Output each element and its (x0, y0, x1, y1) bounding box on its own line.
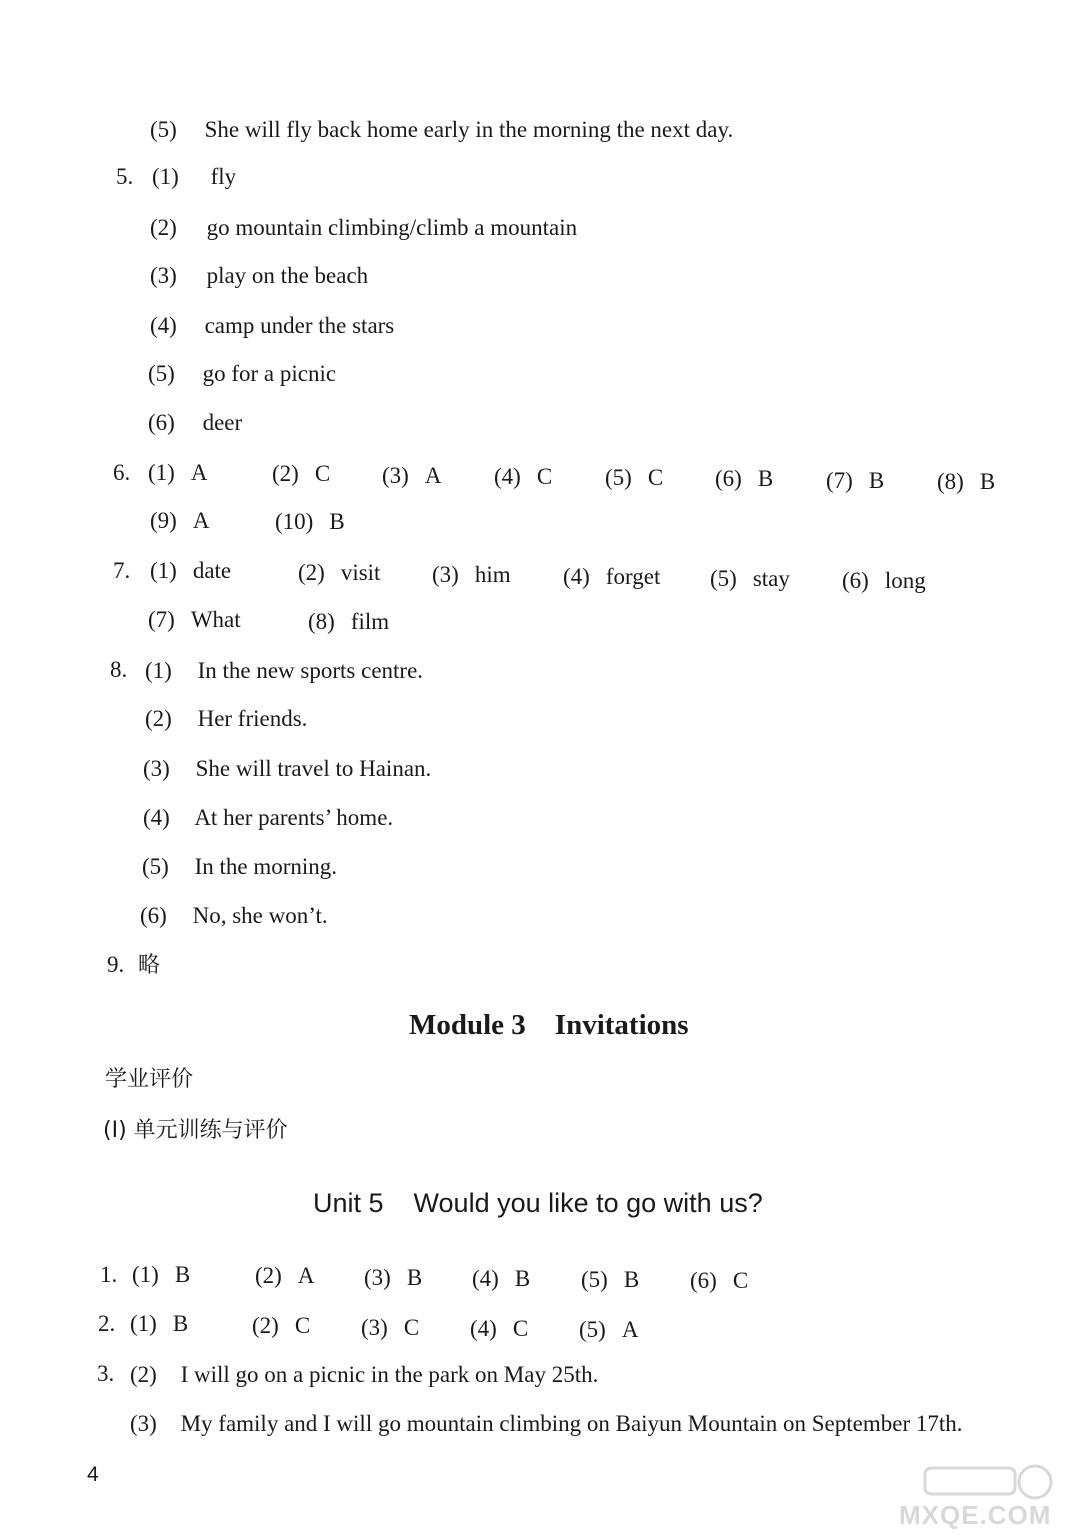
answer-pair (470, 1315, 528, 1343)
answer-line (107, 951, 160, 980)
item-answer: B (868, 468, 885, 493)
item-label: (1) (152, 164, 179, 189)
section-heading: 学业评价 (105, 1067, 194, 1092)
answer-pair (252, 1312, 310, 1340)
item-answer: film (350, 609, 390, 634)
item-answer: B (174, 1262, 191, 1287)
item-label: (4) (563, 564, 590, 589)
answer-pair (150, 507, 209, 535)
item-text: play on the beach (206, 263, 369, 288)
answer-pair (710, 565, 790, 593)
answer-pair (150, 557, 231, 585)
item-answer: C (647, 465, 664, 490)
item-answer: A (424, 463, 442, 488)
item-label: (5) (148, 361, 175, 386)
item-answer: B (979, 469, 996, 494)
item-label: (3) (364, 1265, 391, 1290)
item-answer: B (329, 509, 345, 534)
item-answer: forget (605, 564, 661, 589)
item-label: (6) (715, 466, 742, 491)
item-text: deer (202, 410, 243, 435)
item-label: (5) (579, 1317, 606, 1342)
item-text: 略 (138, 953, 161, 978)
answer-line (145, 705, 307, 733)
item-label: (3) (143, 756, 170, 781)
item-answer: C (403, 1315, 420, 1340)
item-label: (1) (150, 558, 177, 583)
item-label: (4) (494, 464, 521, 489)
item-answer: B (406, 1265, 423, 1290)
answer-pair (130, 1310, 188, 1338)
item-label: (1) (132, 1262, 159, 1287)
answer-line (150, 312, 394, 340)
module-title: Module 3 Invitations (409, 1009, 689, 1041)
item-label: (4) (472, 1266, 499, 1291)
answer-pair (472, 1265, 530, 1293)
answer-pair (148, 606, 241, 634)
item-text: fly (210, 164, 237, 189)
item-answer: stay (752, 566, 790, 591)
item-answer: visit (340, 560, 381, 585)
unit-title: Unit 5 Would you like to go with us? (313, 1188, 763, 1218)
item-answer: C (732, 1268, 749, 1293)
watermark-logo (885, 1462, 1075, 1532)
question-6-number: 6. (113, 460, 131, 485)
question-5-number: 5. (116, 164, 134, 189)
item-answer: him (474, 562, 511, 587)
item-label: (5) (581, 1267, 608, 1292)
item-label: (8) (937, 469, 964, 494)
answer-pair (494, 463, 552, 491)
item-text: go for a picnic (202, 361, 337, 386)
answer-pair (581, 1266, 639, 1294)
answer-pair (563, 563, 660, 591)
item-answer: C (512, 1316, 529, 1341)
item-answer: C (314, 461, 331, 486)
item-text: She will fly back home early in the morning the next day. (204, 117, 734, 142)
answer-pair (255, 1262, 314, 1290)
item-text: I will go on a picnic in the park on May 25th. (180, 1362, 599, 1387)
item-label: (4) (470, 1316, 497, 1341)
item-label: (2) (252, 1313, 279, 1338)
item-label: (6) (148, 410, 175, 435)
answer-line (130, 1410, 963, 1438)
item-text: No, she won’t. (192, 903, 328, 928)
answer-pair (364, 1264, 422, 1292)
item-label: (1) (130, 1311, 157, 1336)
answer-pair (382, 462, 441, 490)
answer-line (148, 409, 242, 437)
item-answer: date (192, 558, 232, 583)
item-label: (2) (272, 461, 299, 486)
item-text: camp under the stars (204, 313, 395, 338)
answer-line (148, 360, 336, 388)
answer-pair (826, 467, 884, 495)
item-text: Her friends. (197, 706, 308, 731)
item-label: (2) (298, 560, 325, 585)
item-answer: long (884, 568, 926, 593)
item-label: (2) (150, 215, 177, 240)
question-1-number: 1. (100, 1262, 118, 1287)
item-label: (9) (150, 508, 177, 533)
item-answer: B (623, 1267, 640, 1292)
item-answer: A (621, 1317, 639, 1342)
item-text: In the new sports centre. (197, 658, 424, 683)
item-label: (5) (142, 854, 169, 879)
item-label: (4) (143, 805, 170, 830)
answer-pair (148, 459, 207, 487)
answer-pair (715, 465, 773, 493)
question-2-number: 2. (98, 1311, 116, 1336)
answer-line (142, 853, 337, 881)
item-answer: What (190, 607, 241, 632)
answer-line (143, 755, 431, 783)
item-text: go mountain climbing/climb a mountain (206, 215, 578, 240)
question-9-number: 9. (107, 952, 125, 977)
item-label: (7) (826, 468, 853, 493)
answer-pair (308, 608, 389, 636)
answer-pair (690, 1267, 748, 1295)
item-label: (3) (130, 1411, 157, 1436)
item-text: In the morning. (194, 854, 338, 879)
answer-line (130, 1361, 598, 1389)
answer-pair (579, 1316, 638, 1344)
answer-pair (275, 508, 345, 536)
item-label: (3) (361, 1315, 388, 1340)
item-label: (7) (148, 607, 175, 632)
item-answer: A (297, 1263, 315, 1288)
item-text: She will travel to Hainan. (195, 756, 432, 781)
answer-pair (361, 1314, 419, 1342)
question-8-number: 8. (110, 657, 128, 682)
item-label: (5) (710, 566, 737, 591)
item-label: (3) (382, 463, 409, 488)
item-answer: B (514, 1266, 531, 1291)
item-answer: A (192, 508, 210, 533)
item-label: (3) (150, 263, 177, 288)
item-label: (2) (130, 1362, 157, 1387)
item-text: At her parents’ home. (194, 805, 394, 830)
answer-line (140, 902, 328, 930)
item-label: (6) (690, 1268, 717, 1293)
item-label: (6) (842, 568, 869, 593)
item-answer: B (757, 466, 774, 491)
item-label: (10) (275, 509, 314, 534)
item-label: (4) (150, 313, 177, 338)
answer-pair (842, 567, 926, 595)
answer-line (145, 657, 423, 685)
item-label: (8) (308, 609, 335, 634)
item-answer: A (190, 460, 208, 485)
item-label: (5) (150, 117, 177, 142)
answer-pair (937, 468, 995, 496)
item-label: (6) (140, 903, 167, 928)
answer-pair (298, 559, 380, 587)
answer-line (152, 163, 236, 191)
item-label: (5) (605, 465, 632, 490)
answer-pair (132, 1261, 190, 1289)
item-label: (3) (432, 562, 459, 587)
item-label: (1) (145, 658, 172, 683)
answer-line (143, 804, 393, 832)
item-label: (2) (255, 1263, 282, 1288)
answer-pair (605, 464, 663, 492)
item-text: My family and I will go mountain climbing on Baiyun Mountain on September 17th. (180, 1411, 963, 1436)
answer-line (150, 262, 368, 290)
item-answer: C (536, 464, 553, 489)
answer-pair (432, 561, 511, 589)
answer-line (150, 214, 577, 242)
item-answer: C (294, 1313, 311, 1338)
question-3-number: 3. (97, 1361, 115, 1386)
page-number: 4 (87, 1463, 99, 1486)
item-label: (1) (148, 460, 175, 485)
answer-pair (272, 460, 330, 488)
item-answer: B (172, 1311, 189, 1336)
section-subheading: (Ⅰ) 单元训练与评价 (103, 1118, 288, 1143)
watermark-text: MXQE.COM (899, 1500, 1052, 1530)
item-label: (2) (145, 706, 172, 731)
answer-line (150, 116, 733, 144)
question-7-number: 7. (113, 558, 131, 583)
